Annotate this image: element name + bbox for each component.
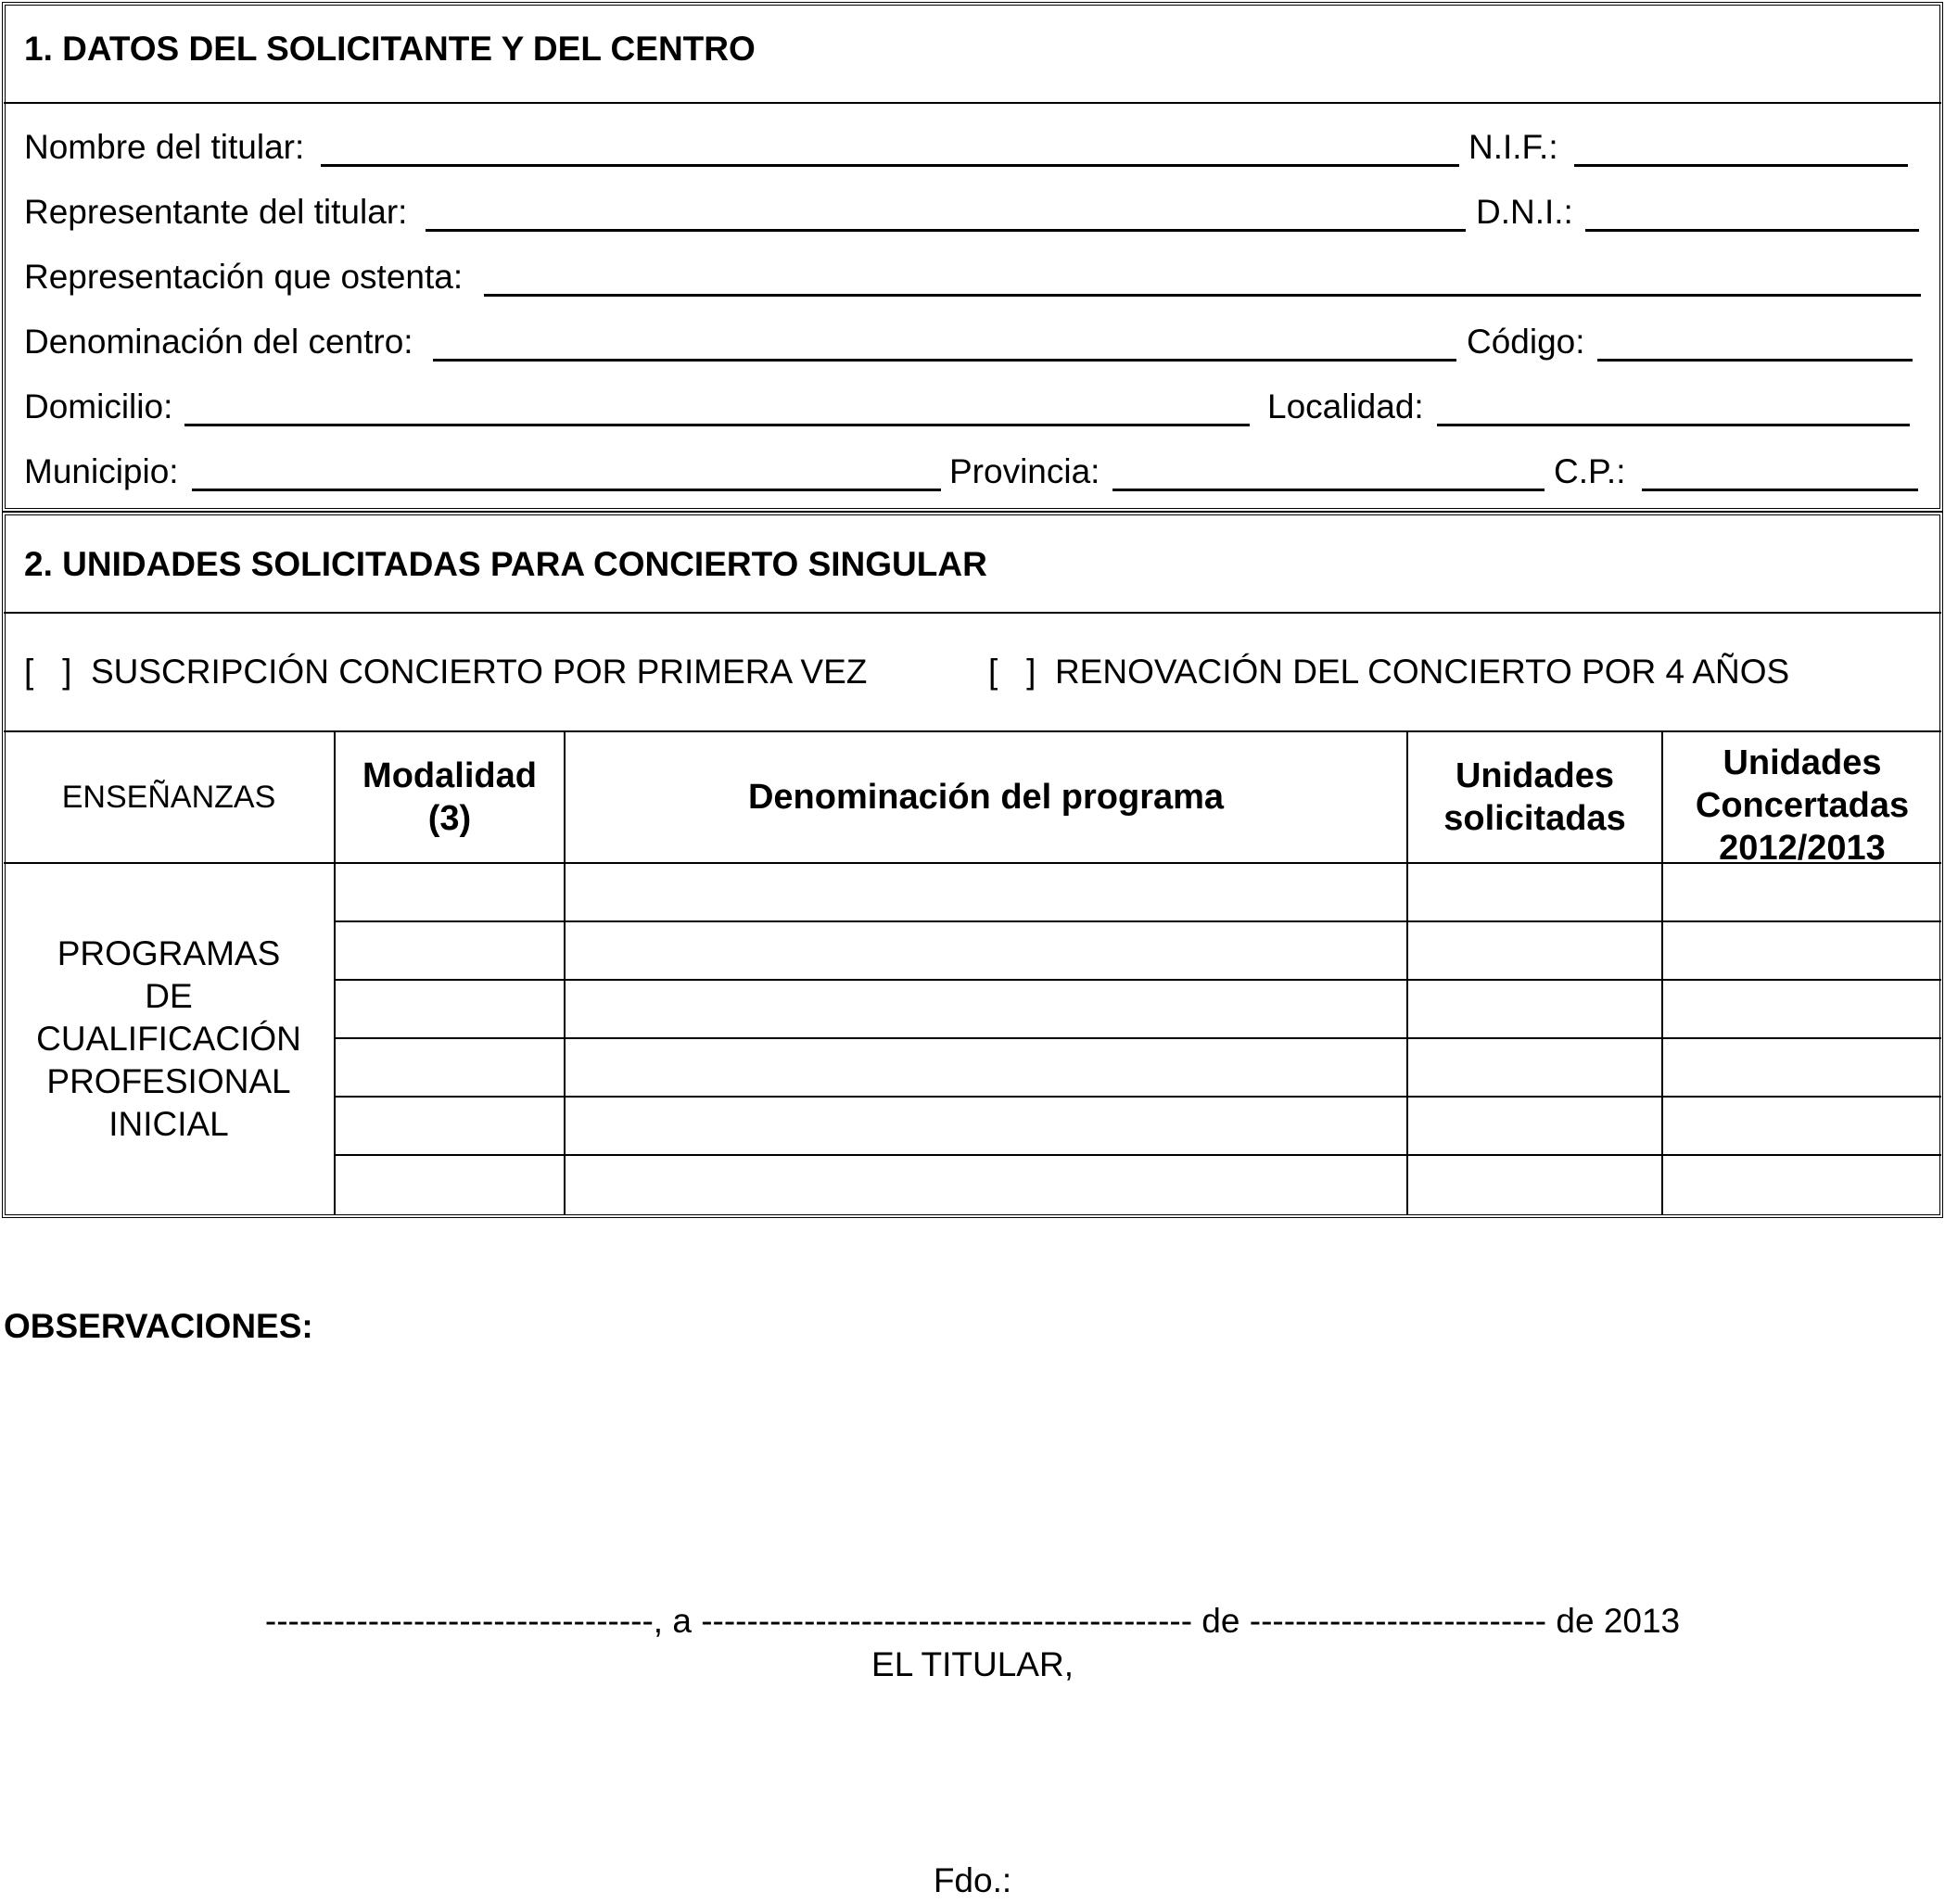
observaciones-label: OBSERVACIONES:: [4, 1307, 313, 1345]
option-renovacion[interactable]: [ ] RENOVACIÓN DEL CONCIERTO POR 4 AÑOS: [988, 653, 1790, 691]
section-2-title-divider: [4, 612, 1941, 614]
field-denominacion-centro[interactable]: [433, 359, 1456, 362]
section-1-title: 1. DATOS DEL SOLICITANTE Y DEL CENTRO: [24, 30, 756, 68]
label-codigo: Código:: [1467, 323, 1585, 361]
section-1-title-divider: [4, 102, 1941, 104]
header-denominacion-label: Denominación del programa: [747, 778, 1225, 817]
field-nombre-titular[interactable]: [321, 164, 1459, 167]
field-representante[interactable]: [426, 229, 1466, 232]
field-municipio[interactable]: [192, 489, 941, 491]
header-concertadas-line1: Unidades: [1723, 743, 1882, 782]
row-divider: [334, 920, 1941, 922]
header-concertadas-line3: 2012/2013: [1719, 829, 1886, 868]
label-provincia: Provincia:: [949, 452, 1100, 490]
label-domicilio: Domicilio:: [24, 387, 173, 425]
field-cp[interactable]: [1642, 489, 1918, 491]
row-group-line2: DE: [145, 977, 193, 1015]
label-cp: C.P.:: [1554, 452, 1626, 490]
header-ensenanzas-label: ENSEÑANZAS: [61, 780, 276, 815]
row-group-line1: PROGRAMAS: [57, 934, 281, 972]
label-denominacion-centro: Denominación del centro:: [24, 323, 413, 361]
label-localidad: Localidad:: [1267, 387, 1424, 425]
label-nif: N.I.F.:: [1468, 128, 1558, 166]
section-1-box: [2, 2, 1943, 512]
place-date-line: ----------------------------------, a ------------------------------------------- de -------------------------- de 2013: [264, 1602, 1681, 1640]
fdo-label: Fdo.:: [933, 1861, 1012, 1899]
row-group-line3: CUALIFICACIÓN: [36, 1020, 301, 1058]
label-representante: Representante del titular:: [24, 193, 408, 231]
row-divider: [334, 1154, 1941, 1156]
label-dni: D.N.I.:: [1476, 193, 1573, 231]
header-unidades-solicitadas: [1408, 732, 1661, 862]
row-divider: [334, 1096, 1941, 1098]
label-representacion: Representación que ostenta:: [24, 258, 464, 296]
field-provincia[interactable]: [1112, 489, 1545, 491]
header-modalidad: [336, 732, 564, 862]
header-denominacion-programa: [566, 732, 1406, 862]
field-codigo[interactable]: [1597, 359, 1913, 362]
header-modalidad-line2: (3): [427, 799, 472, 838]
field-localidad[interactable]: [1437, 424, 1910, 426]
header-unidades-concertadas: [1663, 732, 1941, 868]
row-divider: [334, 979, 1941, 981]
option-primera-vez[interactable]: [ ] SUSCRIPCIÓN CONCIERTO POR PRIMERA VEZ: [24, 653, 868, 691]
field-dni[interactable]: [1585, 229, 1919, 232]
label-nombre-titular: Nombre del titular:: [24, 128, 305, 166]
row-group-line5: INICIAL: [108, 1105, 229, 1143]
header-solicitadas-line1: Unidades: [1455, 756, 1615, 795]
header-ensenanzas: [4, 732, 334, 862]
header-modalidad-line1: Modalidad: [362, 756, 537, 795]
label-municipio: Municipio:: [24, 452, 179, 490]
header-solicitadas-line2: solicitadas: [1443, 799, 1626, 838]
row-group-line4: PROFESIONAL: [46, 1062, 291, 1100]
field-nif[interactable]: [1574, 164, 1908, 167]
el-titular-label: EL TITULAR,: [871, 1645, 1074, 1683]
row-divider: [334, 1037, 1941, 1039]
field-domicilio[interactable]: [184, 424, 1250, 426]
row-group-pcpi: [4, 864, 334, 1214]
section-2-title: 2. UNIDADES SOLICITADAS PARA CONCIERTO SINGULAR: [24, 545, 987, 583]
field-representacion[interactable]: [484, 294, 1921, 297]
header-concertadas-line2: Concertadas: [1695, 786, 1910, 825]
